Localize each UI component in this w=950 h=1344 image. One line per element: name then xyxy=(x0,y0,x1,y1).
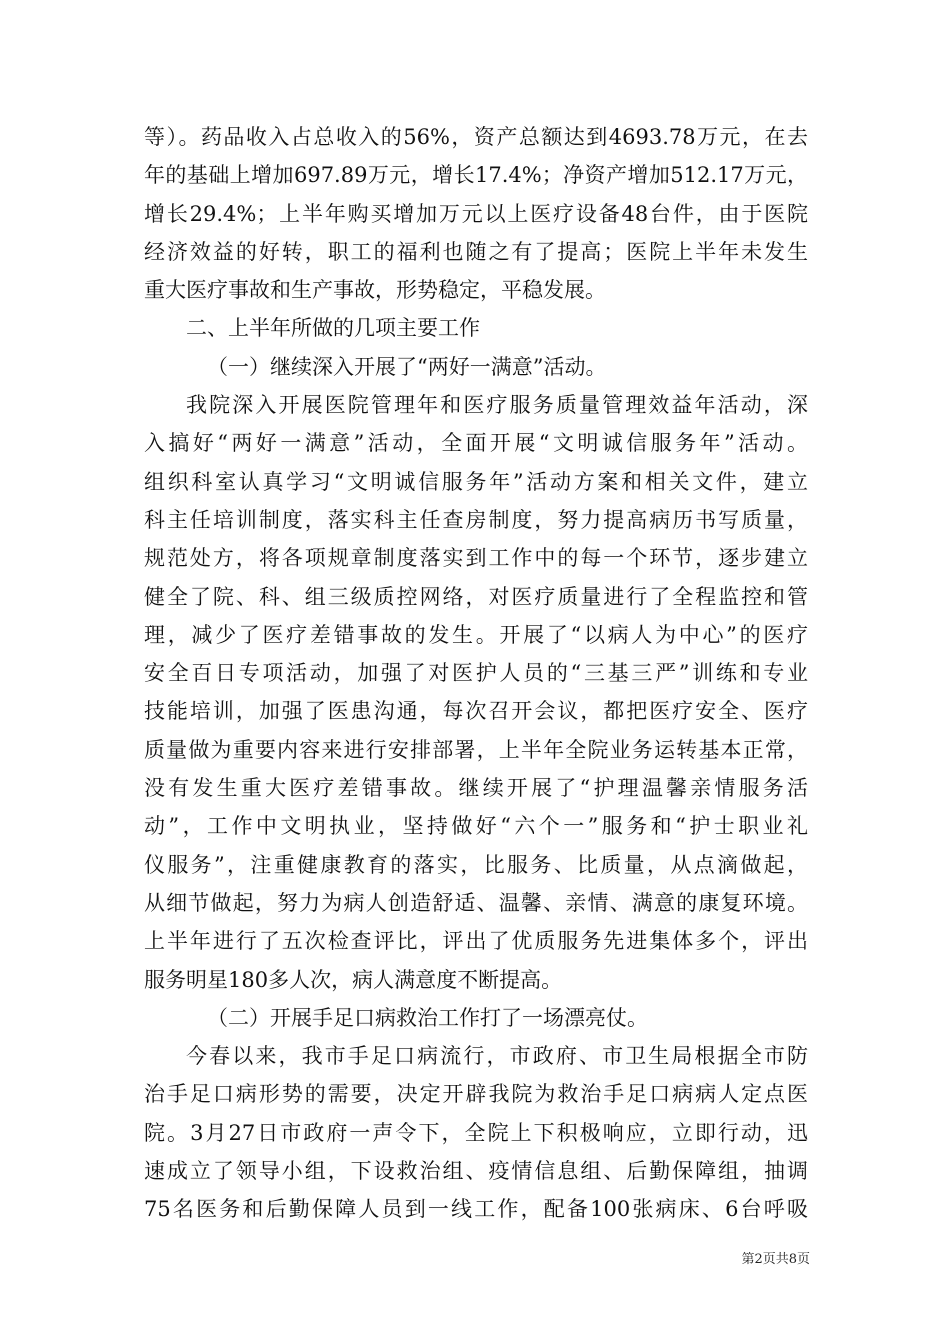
body-line: 治手足口病形势的需要，决定开辟我院为救治手足口病病人定点医 xyxy=(144,1082,808,1107)
subsection-heading: （一）继续深入开展了“两好一满意”活动。 xyxy=(207,354,607,379)
body-line: 科主任培训制度，落实科主任查房制度，努力提高病历书写质量， xyxy=(144,507,808,532)
body-line: 今春以来，我市手足口病流行，市政府、市卫生局根据全市防 xyxy=(186,1044,808,1069)
body-line: 入搞好“两好一满意”活动，全面开展“文明诚信服务年”活动。 xyxy=(144,431,808,456)
body-line: 安全百日专项活动，加强了对医护人员的“三基三严”训练和专业 xyxy=(144,661,808,686)
body-line: 动”，工作中文明执业，坚持做好“六个一”服务和“护士职业礼 xyxy=(144,814,808,839)
body-line: 从细节做起，努力为病人创造舒适、温馨、亲情、满意的康复环境。 xyxy=(144,890,808,915)
body-line: 75名医务和后勤保障人员到一线工作，配备100张病床、6台呼吸 xyxy=(144,1197,808,1222)
subsection-heading: （二）开展手足口病救治工作打了一场漂亮仗。 xyxy=(207,1005,648,1030)
body-line: 技能培训，加强了医患沟通，每次召开会议，都把医疗安全、医疗 xyxy=(144,699,808,724)
body-line: 等）。药品收入占总收入的56%，资产总额达到4693.78万元，在去 xyxy=(144,125,808,149)
document-body xyxy=(144,118,808,1229)
page-number: 第2页共8页 xyxy=(741,1252,810,1267)
body-line: 没有发生重大医疗差错事故。继续开展了“护理温馨亲情服务活 xyxy=(144,776,808,801)
body-line: 组织科室认真学习“文明诚信服务年”活动方案和相关文件，建立 xyxy=(144,469,808,494)
body-line: 院。3月27日市政府一声令下，全院上下积极响应，立即行动，迅 xyxy=(144,1120,808,1145)
body-line: 服务明星180多人次，病人满意度不断提高。 xyxy=(144,967,563,992)
body-line: 年的基础上增加697.89万元，增长17.4%；净资产增加512.17万元， xyxy=(144,163,808,188)
body-line: 增长29.4%；上半年购买增加万元以上医疗设备48台件，由于医院 xyxy=(144,201,808,226)
body-line: 我院深入开展医院管理年和医疗服务质量管理效益年活动，深 xyxy=(186,393,808,418)
body-line: 经济效益的好转，职工的福利也随之有了提高；医院上半年未发生 xyxy=(144,239,808,264)
body-line: 速成立了领导小组，下设救治组、疫情信息组、后勤保障组，抽调 xyxy=(144,1159,808,1184)
body-line: 健全了院、科、组三级质控网络，对医疗质量进行了全程监控和管 xyxy=(144,584,808,609)
body-line: 仪服务”，注重健康教育的落实，比服务、比质量，从点滴做起， xyxy=(144,852,808,877)
body-line: 规范处方，将各项规章制度落实到工作中的每一个环节，逐步建立 xyxy=(144,546,808,571)
body-line: 质量做为重要内容来进行安排部署，上半年全院业务运转基本正常， xyxy=(144,737,808,762)
section-heading: 二、上半年所做的几项主要工作 xyxy=(186,316,480,341)
body-line: 上半年进行了五次检查评比，评出了优质服务先进集体多个，评出 xyxy=(144,929,808,954)
body-line: 理，减少了医疗差错事故的发生。开展了“以病人为中心”的医疗 xyxy=(144,622,808,647)
body-line: 重大医疗事故和生产事故，形势稳定，平稳发展。 xyxy=(144,278,606,303)
